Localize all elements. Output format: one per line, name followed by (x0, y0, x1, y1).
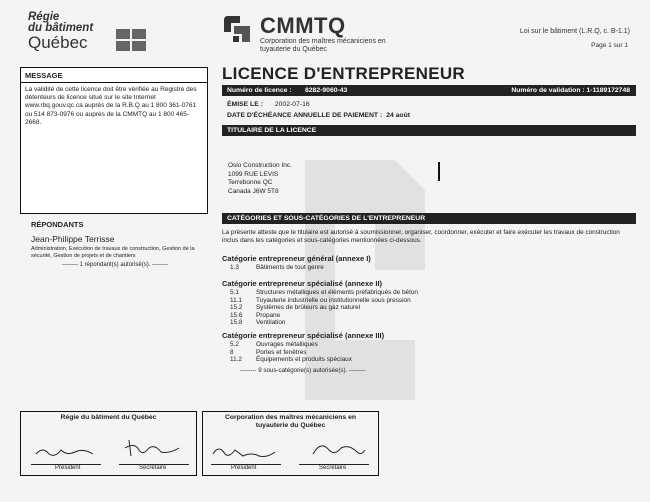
divider-line (438, 162, 440, 181)
secretaire-signature-icon (121, 434, 186, 462)
payment-due-date: DATE D'ÉCHÉANCE ANNUELLE DE PAIEMENT : 24 août (227, 112, 410, 119)
rbq-signature-title: Régie du bâtiment du Québec (60, 414, 157, 421)
repondant-description: Administration, Exécution de travaux de construction, Gestion de la sécurité, Gestion de projets et de chantiers (31, 246, 195, 259)
page-number: Page 1 sur 1 (591, 42, 628, 49)
repondant-count: -------- 1 répondant(s) autorisé(s). -------- (62, 262, 169, 268)
president-label: Président (55, 465, 81, 471)
secretaire-label: Secrétaire (319, 465, 347, 471)
list-item: 15.6 Propane (230, 311, 281, 319)
rbq-signature-box (20, 411, 197, 476)
category-specialise-ii-list (230, 289, 418, 327)
category-specialise-iii: Catégorie entrepreneur spécialisé (annexe III) (222, 331, 385, 340)
licence-title: LICENCE D'ENTREPRENEUR (222, 64, 465, 83)
secretaire-label: Secrétaire (139, 465, 167, 471)
holder-city: Terrebonne QC (228, 179, 273, 186)
categories-intro: La présente atteste que le titulaire est autorisé à soumissionner, organiser, coordonner, exécuter et faire exécuter les travaux de construction inclus dans les catégories et sous-catégories mentionnées ci-dessous. (222, 229, 620, 244)
holder-street: 1099 RUE LEVIS (228, 170, 279, 178)
list-item: 8 Portes et fenêtres (230, 348, 307, 356)
subcategory-count: -------- 9 sous-catégorie(s) autorisée(s). -------- (240, 367, 366, 374)
message-heading: MESSAGE (21, 68, 207, 83)
category-specialise-iii-list (230, 341, 352, 364)
licence-number: 8282-9060-43 (305, 87, 348, 94)
repondants-heading: RÉPONDANTS (31, 220, 84, 229)
list-item: 11.1 Tuyauterie industrielle ou institutionnelle sous pression (230, 296, 411, 304)
categories-heading: CATÉGORIES ET SOUS-CATÉGORIES DE L'ENTREPRENEUR (227, 215, 426, 222)
cmmtq-mark-icon (220, 12, 254, 46)
licence-number-bar (222, 85, 636, 96)
president-label: Président (231, 465, 257, 471)
cmmtq-logo (220, 12, 420, 56)
rbq-line3: Québec (28, 33, 88, 52)
licence-number-label: Numéro de licence : (227, 87, 292, 94)
list-item: 1.3 Bâtiments de tout genre (230, 264, 324, 271)
repondant-name: Jean-Philippe Terrisse (31, 234, 115, 244)
secretaire-signature-icon (307, 436, 369, 462)
president-signature-icon (209, 438, 279, 462)
titulaire-bar (222, 125, 636, 136)
rbq-line1: Régie (28, 11, 60, 23)
category-general-list (230, 264, 324, 272)
titulaire-heading: TITULAIRE DE LA LICENCE (227, 127, 317, 134)
message-box (20, 67, 208, 214)
loi-reference: Loi sur le bâtiment (L.R.Q, c. B-1.1) (519, 28, 630, 35)
cmmtq-title: CMMTQ (260, 13, 346, 38)
message-body: La validité de cette licence doit être vérifiée au Registre des détenteurs de licence situé sur le site Internet www.rbq.gouv.qc.ca auprès de la R.B.Q au 1 800 361-0761 ou 514 873-0976 ou auprès de la CMMTQ au 1 800 465-2668. (25, 86, 197, 126)
list-item: 5.1 Structures métalliques et éléments préfabriqués de béton (230, 289, 418, 296)
fleur-de-lis-flag-icon (116, 29, 148, 51)
category-specialise-ii: Catégorie entrepreneur spécialisé (annexe II) (222, 279, 383, 288)
list-item: 5.2 Ouvrages métalliques (230, 341, 318, 348)
cmmtq-signature-box (202, 411, 379, 476)
holder-address (228, 162, 292, 196)
validation-number: Numéro de validation : 1-1189172748 (511, 87, 630, 94)
rbq-line2: du bâtiment (28, 22, 94, 34)
holder-company: Oslo Construction Inc. (228, 162, 292, 169)
list-item: 11.2 Équipements et produits spéciaux (230, 356, 352, 364)
categories-bar (222, 213, 636, 224)
president-signature-icon (31, 436, 101, 462)
cmmtq-subtitle: Corporation des maîtres mécaniciens en tuyauterie du Québec (260, 38, 386, 53)
category-general: Catégorie entrepreneur général (annexe I) (222, 254, 371, 263)
emission-date: ÉMISE LE : 2002-07-16 (227, 101, 310, 108)
rbq-logo (28, 12, 148, 51)
list-item: 15.2 Systèmes de brûleurs au gaz naturel (230, 304, 361, 312)
holder-postal: Canada J6W 5T8 (228, 187, 279, 195)
list-item: 15.8 Ventilation (230, 319, 286, 327)
cmmtq-signature-title: Corporation des maîtres mécaniciens en tuyauterie du Québec (224, 414, 357, 429)
